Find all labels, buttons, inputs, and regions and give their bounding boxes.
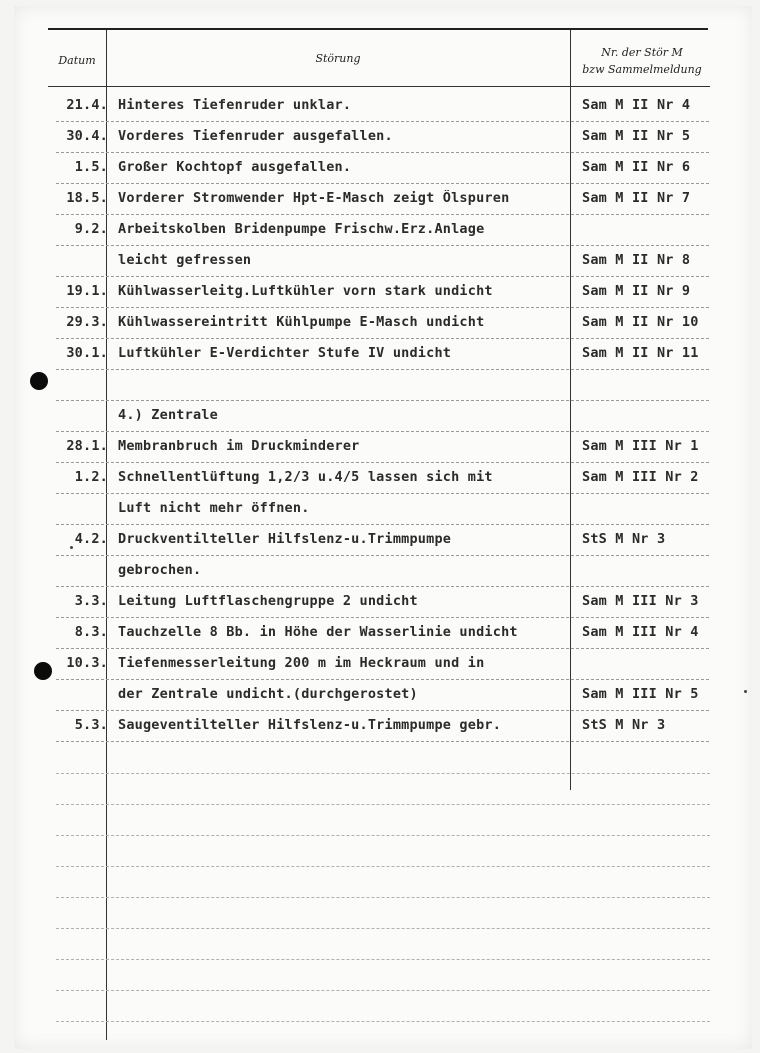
entry-description: Vorderer Stromwender Hpt-E-Masch zeigt Ölspuren <box>118 190 510 206</box>
entry-date: 8.3. <box>74 624 108 640</box>
entry-date: 9.2. <box>74 221 108 237</box>
punch-hole <box>34 662 52 680</box>
row-separator <box>56 741 709 742</box>
entry-description: Hinteres Tiefenruder unklar. <box>118 97 352 113</box>
entry-description: gebrochen. <box>118 562 202 578</box>
table-row <box>48 277 713 308</box>
table-row <box>48 525 713 556</box>
table-row <box>48 618 713 649</box>
entry-date: 30.1. <box>66 345 108 361</box>
top-rule <box>48 28 708 30</box>
paper-speck <box>744 690 747 693</box>
ruled-line <box>56 990 710 991</box>
entry-reference: Sam M II Nr 10 <box>582 314 699 330</box>
column-header-date: Datum <box>58 54 96 67</box>
entry-description: Saugeventilteller Hilfslenz-u.Trimmpumpe gebr. <box>118 717 502 733</box>
entry-description: der Zentrale undicht.(durchgerostet) <box>118 686 418 702</box>
entry-date: 5.3. <box>74 717 108 733</box>
table-row <box>48 401 713 432</box>
entry-reference: Sam M II Nr 4 <box>582 97 691 113</box>
table-row <box>48 308 713 339</box>
table-row <box>48 339 713 370</box>
entry-date: 4.2. <box>74 531 108 547</box>
ruled-line <box>56 773 710 774</box>
table-row <box>48 587 713 618</box>
entry-reference: StS M Nr 3 <box>582 531 666 547</box>
entry-description: Vorderes Tiefenruder ausgefallen. <box>118 128 393 144</box>
ruled-line <box>56 804 710 805</box>
table-row <box>48 556 713 587</box>
entry-description: Tauchzelle 8 Bb. in Höhe der Wasserlinie undicht <box>118 624 518 640</box>
entry-date: 29.3. <box>66 314 108 330</box>
table-row <box>48 432 713 463</box>
ruled-line <box>56 959 710 960</box>
ruled-line <box>56 928 710 929</box>
ruled-line <box>56 866 710 867</box>
table-row <box>48 649 713 680</box>
entry-description: Kühlwasserleitg.Luftkühler vorn stark undicht <box>118 283 493 299</box>
entry-date: 3.3. <box>74 593 108 609</box>
table-row <box>48 680 713 711</box>
entry-description: Schnellentlüftung 1,2/3 u.4/5 lassen sich mit <box>118 469 493 485</box>
entry-reference: Sam M II Nr 5 <box>582 128 691 144</box>
table-row <box>48 711 713 742</box>
entry-description: Leitung Luftflaschengruppe 2 undicht <box>118 593 418 609</box>
table-row <box>48 494 713 525</box>
entry-reference: Sam M III Nr 5 <box>582 686 699 702</box>
entry-description: leicht gefressen <box>118 252 252 268</box>
entry-description: Membranbruch im Druckminderer <box>118 438 360 454</box>
entry-reference: Sam M II Nr 8 <box>582 252 691 268</box>
entry-reference: Sam M II Nr 7 <box>582 190 691 206</box>
table-row <box>48 122 713 153</box>
entry-reference: StS M Nr 3 <box>582 717 666 733</box>
entry-description: Großer Kochtopf ausgefallen. <box>118 159 352 175</box>
entry-reference: Sam M III Nr 4 <box>582 624 699 640</box>
entry-reference: Sam M III Nr 3 <box>582 593 699 609</box>
entry-date: 28.1. <box>66 438 108 454</box>
entry-date: 10.3. <box>66 655 108 671</box>
column-header-reference-line2: bzw Sammelmeldung <box>582 63 702 76</box>
column-header-fault: Störung <box>315 52 361 65</box>
ruled-line <box>56 835 710 836</box>
paper-speck <box>70 546 73 549</box>
column-header-reference <box>572 44 712 78</box>
entry-date: 21.4. <box>66 97 108 113</box>
entry-description: Tiefenmesserleitung 200 m im Heckraum und in <box>118 655 485 671</box>
entry-reference: Sam M III Nr 1 <box>582 438 699 454</box>
entry-date: 18.5. <box>66 190 108 206</box>
column-header-reference-line1: Nr. der Stör M <box>601 46 683 59</box>
entry-date: 1.5. <box>74 159 108 175</box>
table-row <box>48 246 713 277</box>
entry-description: Kühlwassereintritt Kühlpumpe E-Masch undicht <box>118 314 485 330</box>
entry-description: 4.) Zentrale <box>118 407 218 423</box>
entry-reference: Sam M II Nr 6 <box>582 159 691 175</box>
ruled-line <box>56 1021 710 1022</box>
table-row <box>48 215 713 246</box>
entry-date: 1.2. <box>74 469 108 485</box>
table-row <box>48 91 713 122</box>
entry-description: Druckventilteller Hilfslenz-u.Trimmpumpe <box>118 531 452 547</box>
table-row <box>48 153 713 184</box>
table-row <box>48 370 713 401</box>
entry-reference: Sam M II Nr 9 <box>582 283 691 299</box>
header-rule <box>48 86 710 87</box>
entry-date: 30.4. <box>66 128 108 144</box>
ruled-line <box>56 897 710 898</box>
entry-date: 19.1. <box>66 283 108 299</box>
entry-description: Luft nicht mehr öffnen. <box>118 500 310 516</box>
punch-hole <box>30 372 48 390</box>
entry-description: Arbeitskolben Bridenpumpe Frischw.Erz.Anlage <box>118 221 485 237</box>
table-row <box>48 184 713 215</box>
entry-description: Luftkühler E-Verdichter Stufe IV undicht <box>118 345 452 361</box>
table-row <box>48 463 713 494</box>
entry-reference: Sam M II Nr 11 <box>582 345 699 361</box>
entry-reference: Sam M III Nr 2 <box>582 469 699 485</box>
